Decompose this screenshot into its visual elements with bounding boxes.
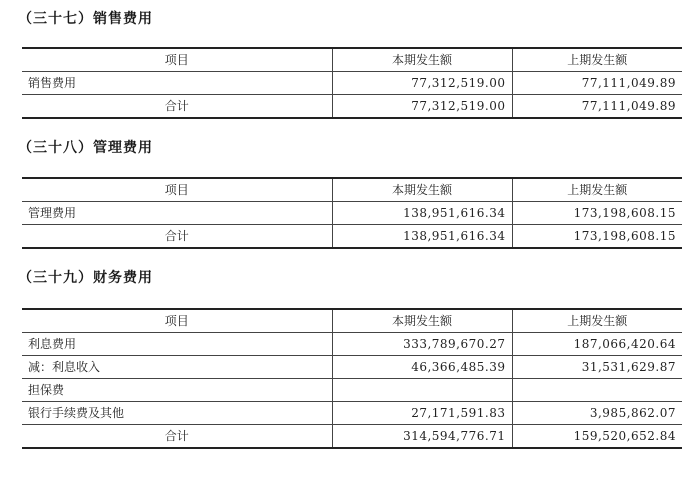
row-item: 减：利息收入 bbox=[22, 356, 332, 379]
table-row bbox=[22, 202, 682, 225]
table-header-row bbox=[22, 48, 682, 72]
row-prior: 77,111,049.89 bbox=[512, 72, 682, 95]
section-title-financial-expenses: （三十九）财务费用 bbox=[18, 270, 153, 286]
table-row bbox=[22, 402, 682, 425]
total-label: 合计 bbox=[22, 425, 332, 449]
total-current: 138,951,616.34 bbox=[332, 225, 512, 249]
section-title-admin-expenses: （三十八）管理费用 bbox=[18, 140, 153, 156]
row-prior: 187,066,420.64 bbox=[512, 333, 682, 356]
total-label: 合计 bbox=[22, 225, 332, 249]
total-prior: 77,111,049.89 bbox=[512, 95, 682, 119]
header-item: 项目 bbox=[22, 178, 332, 202]
row-current bbox=[332, 379, 512, 402]
row-item: 销售费用 bbox=[22, 72, 332, 95]
header-current-period: 本期发生额 bbox=[332, 309, 512, 333]
row-current: 77,312,519.00 bbox=[332, 72, 512, 95]
header-item: 项目 bbox=[22, 309, 332, 333]
row-current: 46,366,485.39 bbox=[332, 356, 512, 379]
row-item: 担保费 bbox=[22, 379, 332, 402]
total-current: 77,312,519.00 bbox=[332, 95, 512, 119]
row-item: 管理费用 bbox=[22, 202, 332, 225]
total-prior: 173,198,608.15 bbox=[512, 225, 682, 249]
header-current-period: 本期发生额 bbox=[332, 178, 512, 202]
row-item: 银行手续费及其他 bbox=[22, 402, 332, 425]
header-prior-period: 上期发生额 bbox=[512, 178, 682, 202]
header-current-period: 本期发生额 bbox=[332, 48, 512, 72]
total-prior: 159,520,652.84 bbox=[512, 425, 682, 449]
selling-expenses-table bbox=[22, 47, 682, 119]
table-header-row bbox=[22, 178, 682, 202]
total-row bbox=[22, 225, 682, 249]
table-header-row bbox=[22, 309, 682, 333]
table-row bbox=[22, 72, 682, 95]
total-row bbox=[22, 425, 682, 449]
row-current: 27,171,591.83 bbox=[332, 402, 512, 425]
row-prior: 3,985,862.07 bbox=[512, 402, 682, 425]
header-item: 项目 bbox=[22, 48, 332, 72]
admin-expenses-table bbox=[22, 177, 682, 249]
table-row bbox=[22, 356, 682, 379]
total-row bbox=[22, 95, 682, 119]
row-prior: 173,198,608.15 bbox=[512, 202, 682, 225]
row-item: 利息费用 bbox=[22, 333, 332, 356]
row-current: 138,951,616.34 bbox=[332, 202, 512, 225]
row-prior: 31,531,629.87 bbox=[512, 356, 682, 379]
table-row bbox=[22, 379, 682, 402]
row-prior bbox=[512, 379, 682, 402]
total-current: 314,594,776.71 bbox=[332, 425, 512, 449]
header-prior-period: 上期发生额 bbox=[512, 309, 682, 333]
row-current: 333,789,670.27 bbox=[332, 333, 512, 356]
header-prior-period: 上期发生额 bbox=[512, 48, 682, 72]
total-label: 合计 bbox=[22, 95, 332, 119]
financial-expenses-table bbox=[22, 308, 682, 449]
table-row bbox=[22, 333, 682, 356]
section-title-selling-expenses: （三十七）销售费用 bbox=[18, 11, 153, 27]
